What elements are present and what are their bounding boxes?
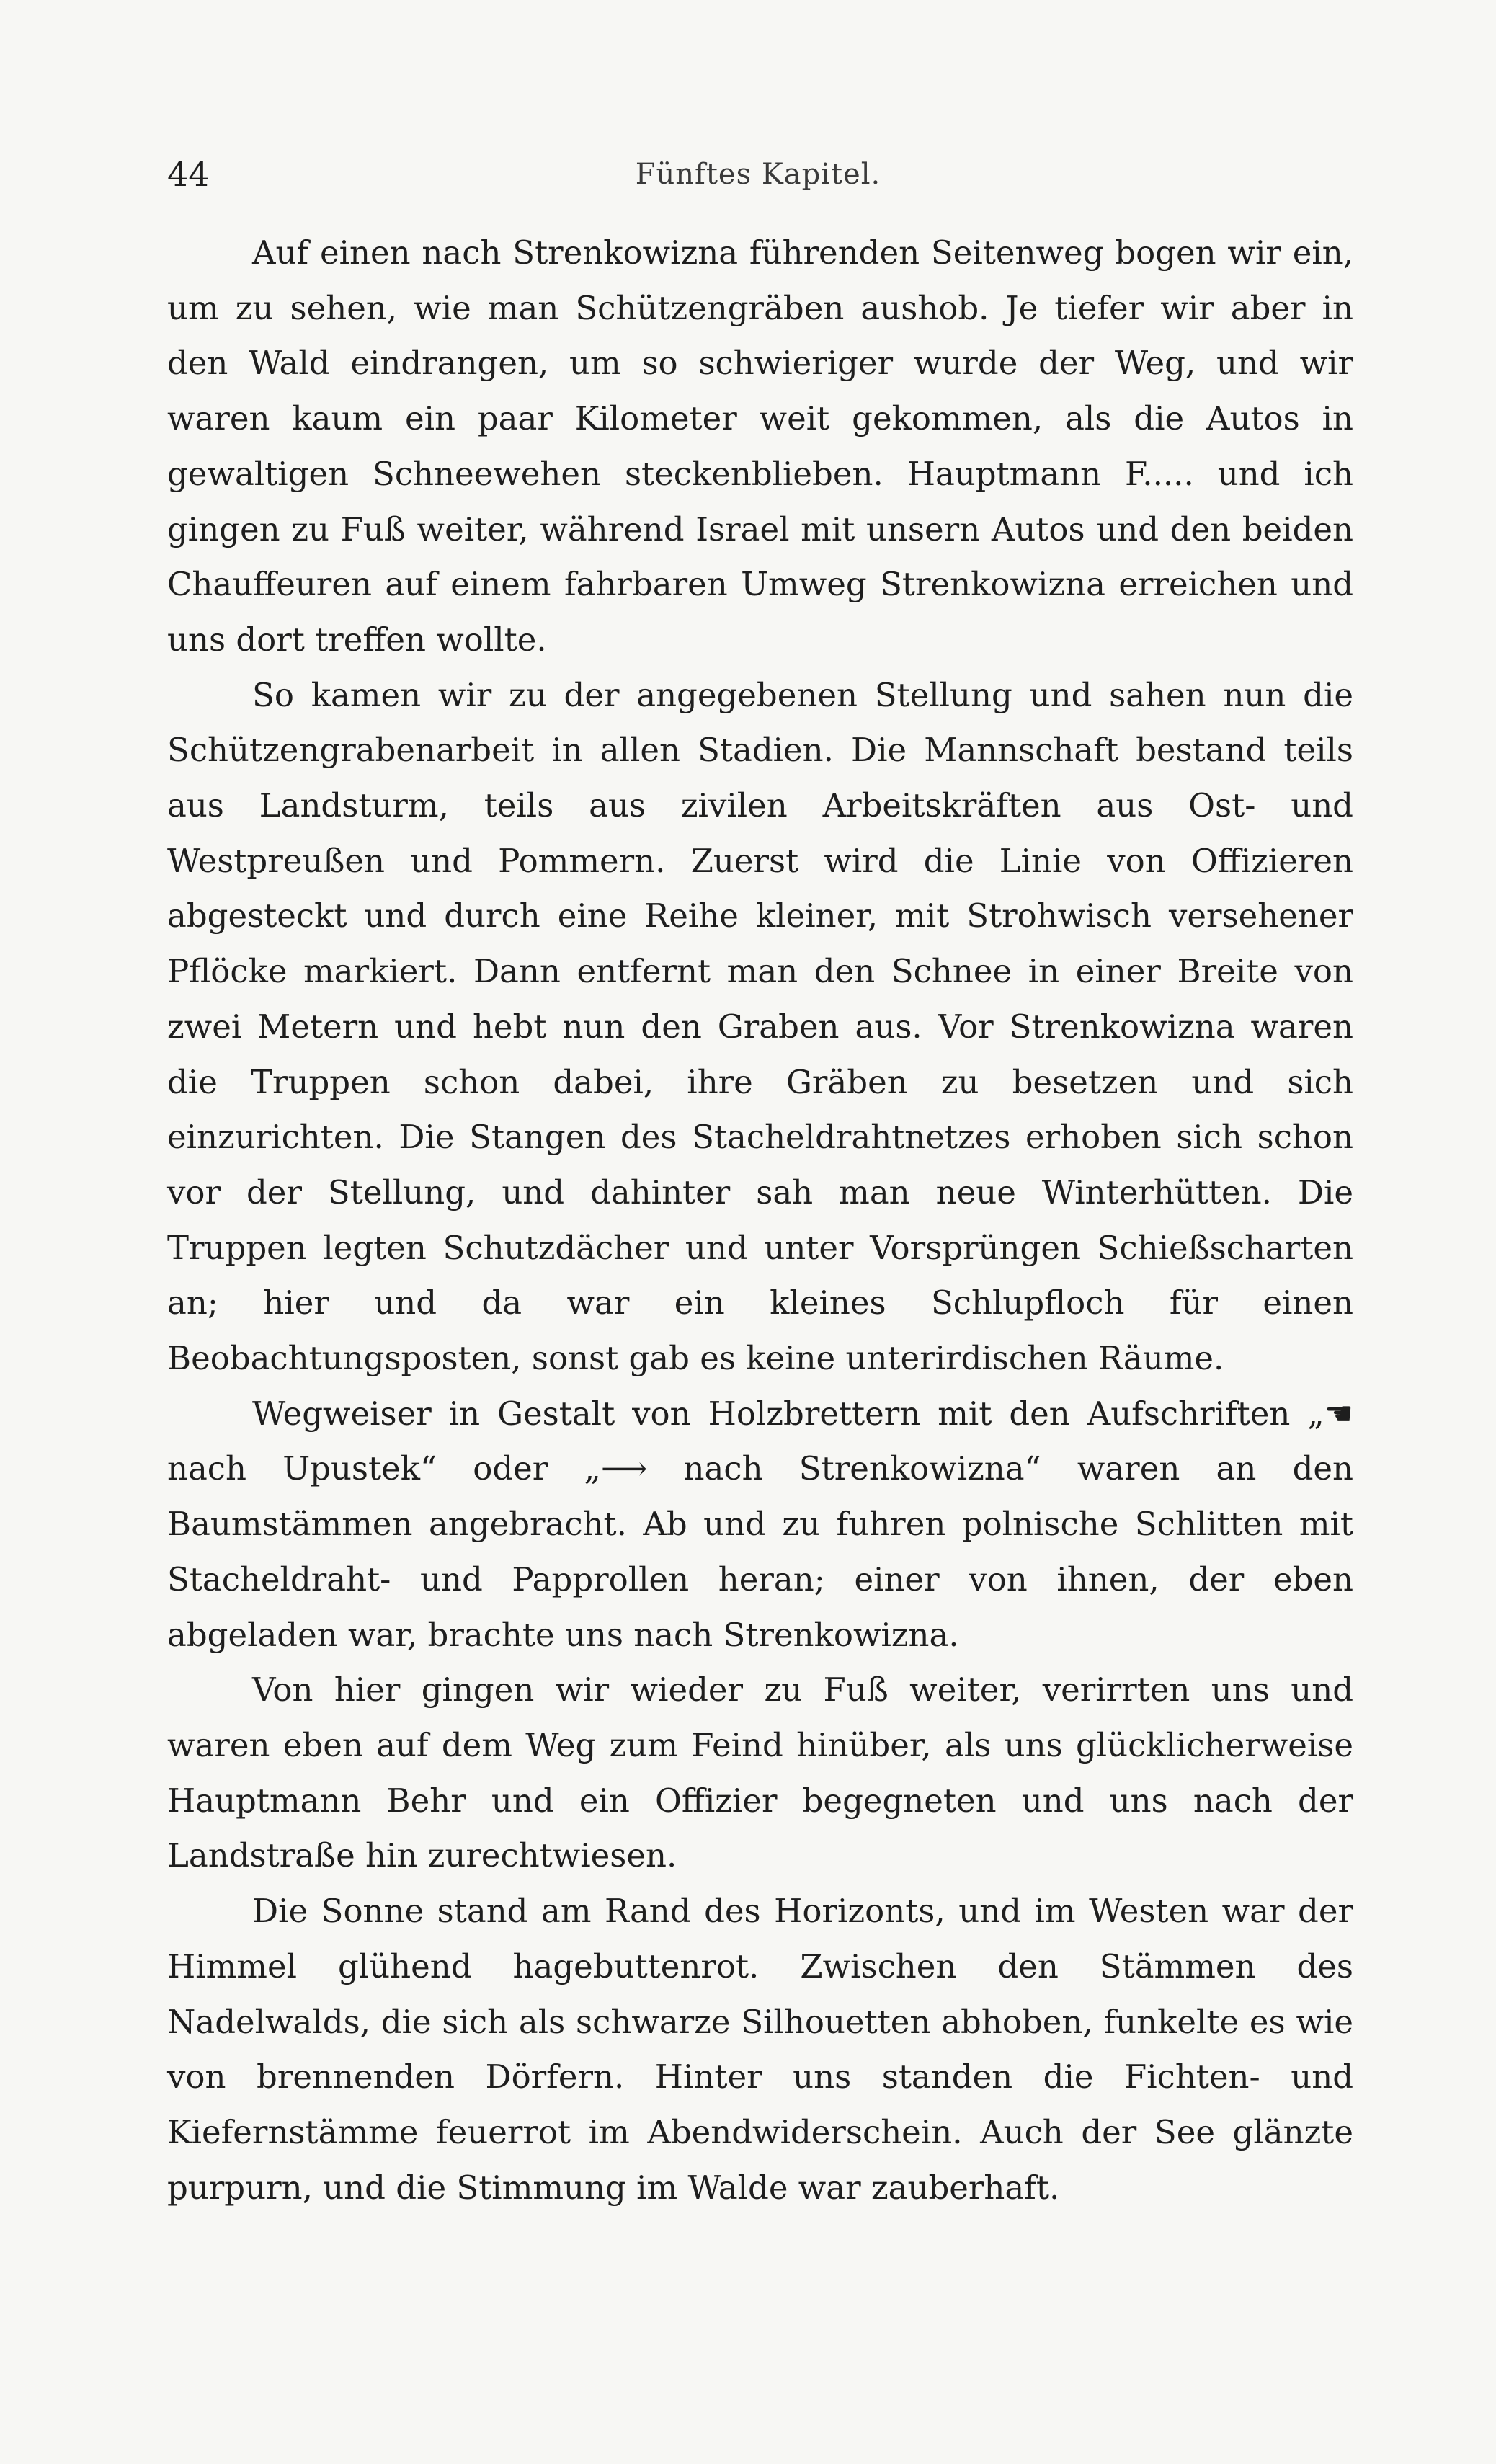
- running-head: [167, 153, 1349, 196]
- paragraph: Auf einen nach Strenkowizna führenden Seitenweg bogen wir ein, um zu sehen, wie man Schützengräben aushob. Je tiefer wir aber in den Wald eindrangen, um so schwieriger wurde der Weg, und wir waren kaum ein paar Kilometer weit gekommen, als die Autos in gewaltigen Schneewehen steckenblieben. Hauptmann F..... und ich gingen zu Fuß weiter, während Israel mit unsern Autos und den beiden Chauffeuren auf einem fahrbaren Umweg Strenkowizna erreichen und uns dort treffen wollte.: [167, 233, 1353, 659]
- paragraph: Von hier gingen wir wieder zu Fuß weiter, verirrten uns und waren eben auf dem Weg zum Feind hinüber, als uns glücklicherweise Hauptmann Behr und ein Offizier begegneten und uns nach der Landstraße hin zurechtwiesen.: [167, 1671, 1353, 1875]
- chapter-title: Fünftes Kapitel.: [635, 158, 881, 191]
- page-number: 44: [167, 155, 210, 194]
- body-text: [167, 226, 1353, 2215]
- paragraph: Wegweiser in Gestalt von Holzbrettern mit den Aufschriften „☚ nach Upustek“ oder „⟶ nach Strenkowizna“ waren an den Baumstämmen angebracht. Ab und zu fuhren polnische Schlitten mit Stacheldraht- und Papprollen heran; einer von ihnen, der eben abgeladen war, brachte uns nach Strenkowizna.: [167, 1394, 1353, 1654]
- paragraph: So kamen wir zu der angegebenen Stellung und sahen nun die Schützengrabenarbeit in allen Stadien. Die Mannschaft bestand teils aus Landsturm, teils aus zivilen Arbeitskräften aus Ost- und Westpreußen und Pommern. Zuerst wird die Linie von Offizieren abgesteckt und durch eine Reihe kleiner, mit Strohwisch versehener Pflöcke markiert. Dann entfernt man den Schnee in einer Breite von zwei Metern und hebt nun den Graben aus. Vor Strenkowizna waren die Truppen schon dabei, ihre Gräben zu besetzen und sich einzurichten. Die Stangen des Stacheldrahtnetzes erhoben sich schon vor der Stellung, und dahinter sah man neue Winterhütten. Die Truppen legten Schutzdächer und unter Vorsprüngen Schießscharten an; hier und da war ein kleines Schlupfloch für einen Beobachtungsposten, sonst gab es keine unterirdischen Räume.: [167, 675, 1353, 1378]
- paragraph: Die Sonne stand am Rand des Horizonts, und im Westen war der Himmel glühend hagebuttenrot. Zwischen den Stämmen des Nadelwalds, die sich als schwarze Silhouetten abhoben, funkelte es wie von brennenden Dörfern. Hinter uns standen die Fichten- und Kiefernstämme feuerrot im Abendwiderschein. Auch der See glänzte purpurn, und die Stimmung im Walde war zauberhaft.: [167, 1892, 1353, 2207]
